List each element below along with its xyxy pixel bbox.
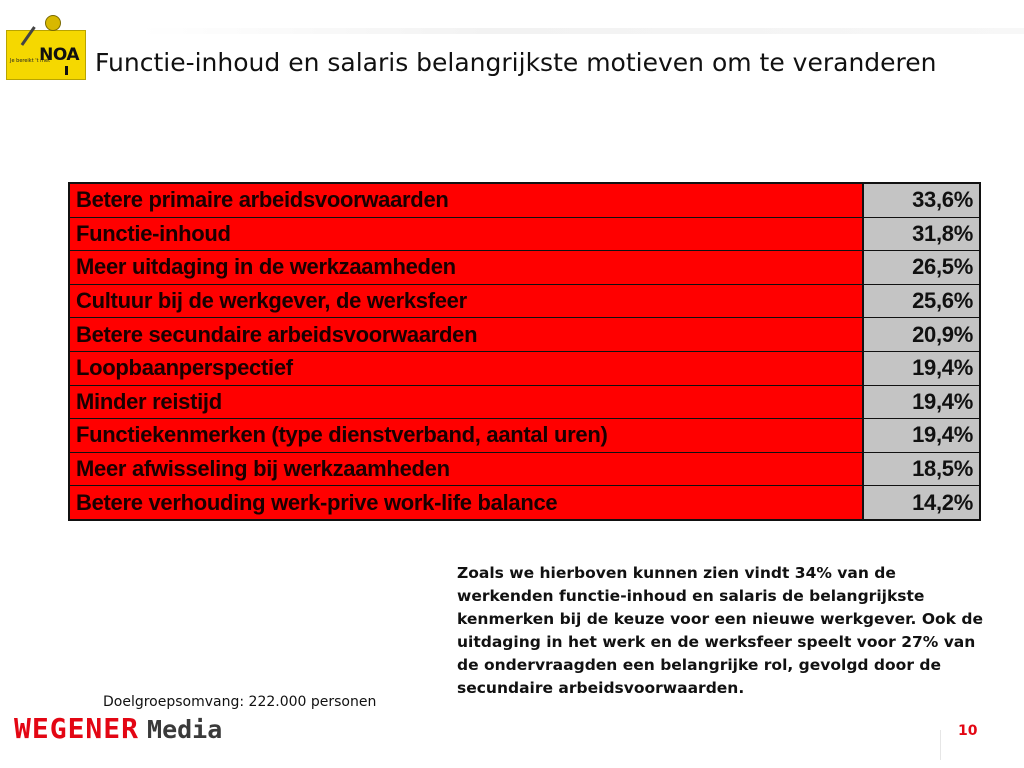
wegener-media-logo [14,712,222,745]
motive-label: Betere primaire arbeidsvoorwaarden [69,183,863,217]
audience-size: Doelgroepsomvang: 222.000 personen [103,694,377,710]
summary-text: Zoals we hierboven kunnen zien vindt 34% van de werkenden functie-inhoud en salaris de belangrijkste kenmerken bij de keuze voor een nieuwe werkgever. Ook de uitdaging in het werk en de werksfeer speelt voor 27% van de ondervraagden een belangrijke rol, gevolgd door de secundaire arbeidsvoorwaarden. [457,564,983,697]
table-row [69,318,980,352]
motives-table-body [69,183,980,520]
header-band [140,28,1024,34]
table-row [69,251,980,285]
pin-icon-stem [21,26,36,46]
motive-label: Loopbaanperspectief [69,351,863,385]
motive-percentage: 19,4% [863,351,980,385]
motive-percentage: 31,8% [863,217,980,251]
wegener-logo-suffix: Media [147,715,223,744]
motive-label: Functiekenmerken (type dienstverband, aantal uren) [69,419,863,453]
noa-logo-tagline: Je bereikt 't met [10,58,51,64]
motive-label: Minder reistijd [69,385,863,419]
noa-logo-mark [65,66,68,75]
motive-percentage: 18,5% [863,452,980,486]
table-row [69,419,980,453]
motive-percentage: 26,5% [863,251,980,285]
table-row [69,217,980,251]
table-row [69,486,980,520]
motive-percentage: 19,4% [863,385,980,419]
motive-percentage: 25,6% [863,284,980,318]
motive-label: Meer afwisseling bij werkzaamheden [69,452,863,486]
footer-divider [940,730,941,760]
table-row [69,183,980,217]
motive-label: Functie-inhoud [69,217,863,251]
motive-label: Betere verhouding werk-prive work-life balance [69,486,863,520]
wegener-logo-name: WEGENER [14,712,140,745]
motive-label: Betere secundaire arbeidsvoorwaarden [69,318,863,352]
table-row [69,452,980,486]
motive-percentage: 14,2% [863,486,980,520]
motive-percentage: 33,6% [863,183,980,217]
table-row [69,385,980,419]
table-row [69,351,980,385]
motive-label: Meer uitdaging in de werkzaamheden [69,251,863,285]
table-row [69,284,980,318]
motives-table [68,182,981,521]
noa-logo-brand: NOA [39,45,79,65]
pin-icon [45,15,61,31]
page-number: 10 [958,723,978,739]
motive-percentage: 19,4% [863,419,980,453]
motive-label: Cultuur bij de werkgever, de werksfeer [69,284,863,318]
motive-percentage: 20,9% [863,318,980,352]
noa-logo [6,30,86,80]
slide-title: Functie-inhoud en salaris belangrijkste motieven om te veranderen [95,48,937,77]
